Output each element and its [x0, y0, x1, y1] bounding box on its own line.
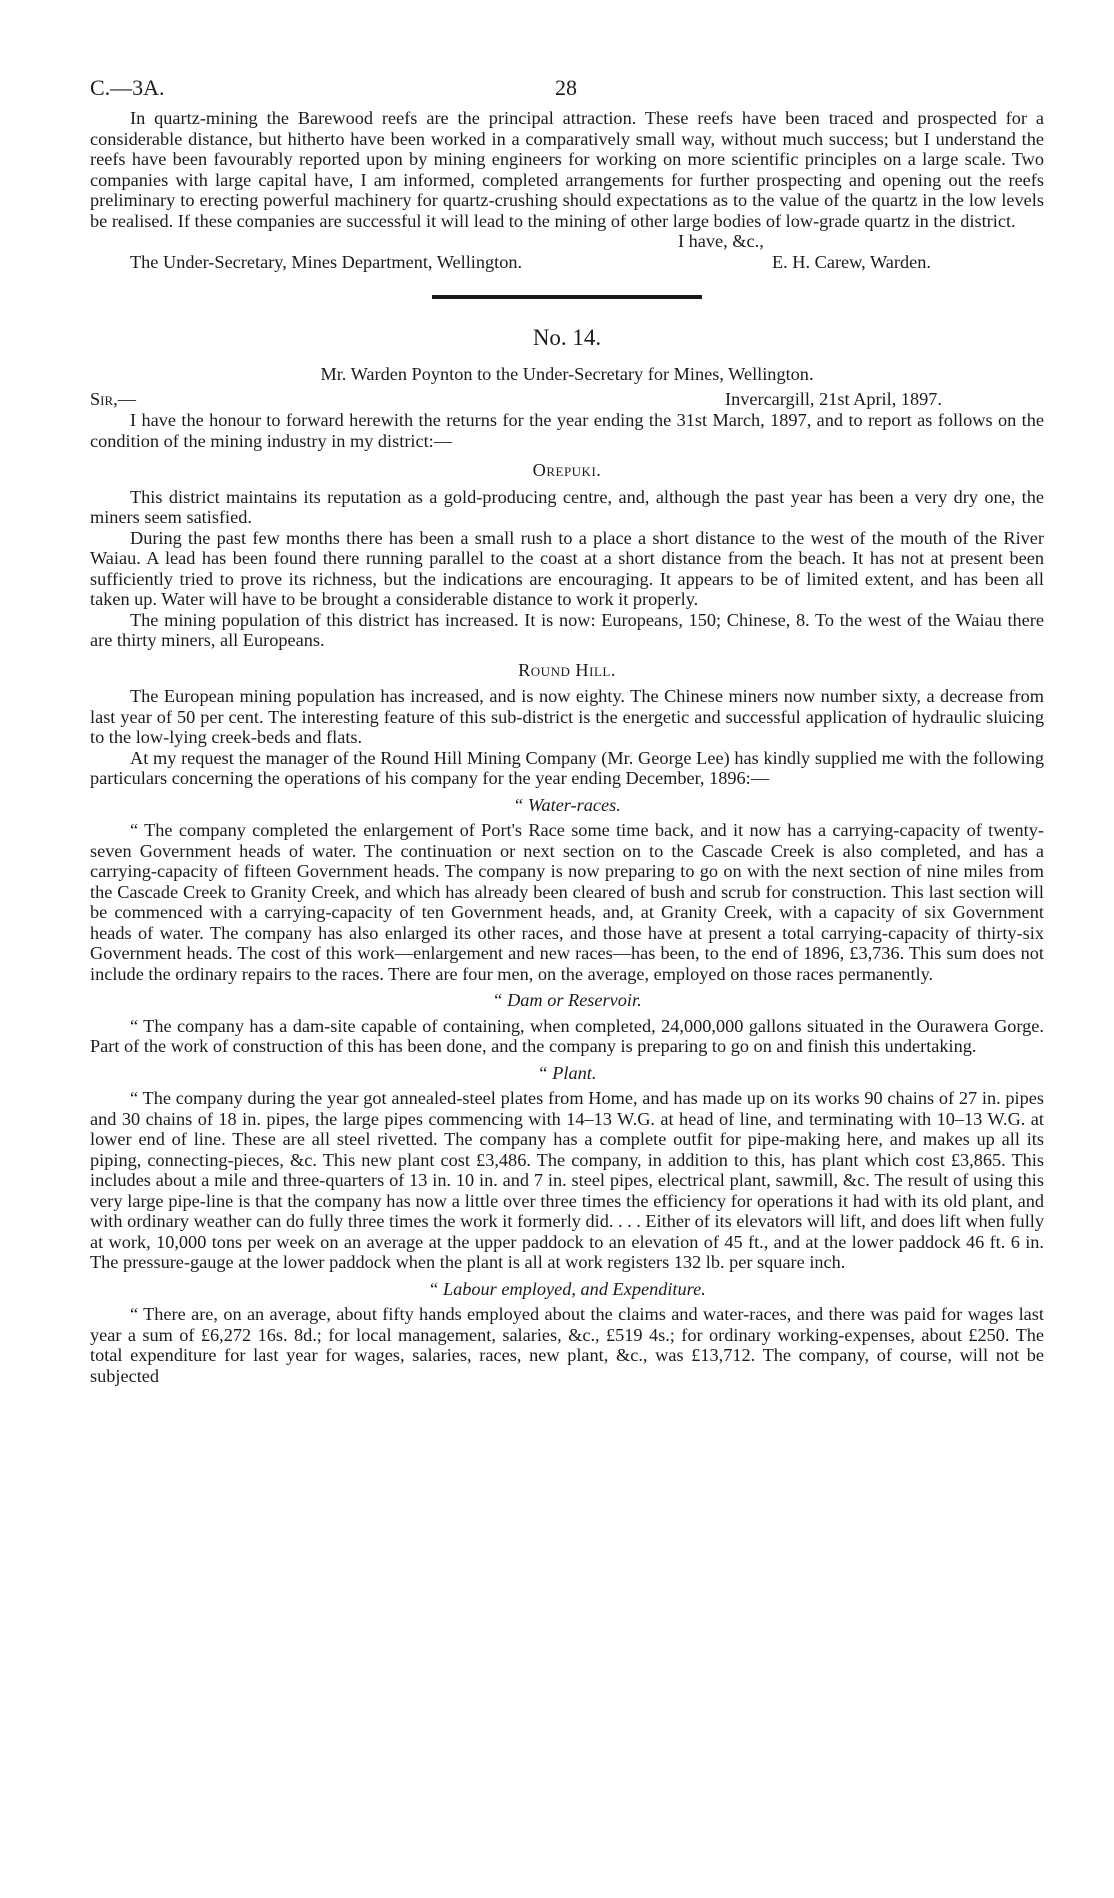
page-number: 28 [555, 75, 577, 100]
addressee-signature-line [90, 252, 1044, 275]
salutation-line [90, 389, 1044, 410]
addressee: The Under-Secretary, Mines Department, Wellington. [130, 252, 523, 272]
subheading-water-races: “ Water-races. [513, 794, 621, 815]
closing-line [90, 231, 1044, 252]
plant-paragraph: “ The company during the year got annealed-steel plates from Home, and has made up on its works 90 chains of 27 in. pipes and 30 chains of 18 in. pipes, the large pipes commencing with 14–13 W.G. at head of line, and terminating with 10–13 W.G. at lower end of line. These are all steel rivetted. The company has a complete outfit for pipe-making here, and makes up all its piping, connecting-pieces, &c. This new plant cost £3,486. The company, in addition to this, has plant which cost £3,865. This includes about a mile and three-quarters of 13 in. 10 in. and 7 in. steel pipes, electrical plant, sawmill, &c. The result of using this very large pipe-line is that the company has now a little over three times the efficiency for operations it had with its old plant, and with ordinary weather can do fully three times the work it formerly did. . . . Either of its elevators will lift, and does lift when fully at work, 10,000 tons per week on an average at the upper paddock to an elevation of 45 ft., and at the lower paddock 46 ft. 6 in. The pressure-gauge at the lower paddock when the plant is all at work registers 132 lb. per square inch. [90, 1088, 1044, 1272]
section-heading-round-hill: Round Hill. [518, 659, 616, 680]
section-heading-orepuki: Orepuki. [532, 460, 602, 480]
orepuki-paragraph: During the past few months there has been a small rush to a place a short distance to the west of the mouth of the River Waiau. A lead has been found there running parallel to the coast at a short distance from the beach. It has not at present been sufficiently tried to prove its richness, but the indications are encouraging. It appears to be of limited extent, and has been all taken up. Water will have to be brought a considerable distance to work it properly. [90, 527, 1044, 609]
closing-text: I have, &c., [678, 231, 764, 251]
page-header [90, 74, 1044, 108]
water-races-paragraph: “ The company completed the enlargement of Port's Race some time back, and it now has a carrying-capacity of twenty-seven Government heads of water. The continuation or next section on to the Cascade Creek is also completed, and has a carrying-capacity of fifteen Government heads. The company is now preparing to go on with the next section of nine miles from the Cascade Creek to Granity Creek, and which has already been cleared of bush and scrub for construction. This last section will be commenced with a carrying-capacity of ten Government heads, and, at Granity Creek, with a capacity of six Government heads of water. The company has also enlarged its other races, and those have at present a total carrying-capacity of thirty-six Government heads. The cost of this work—enlargement and new races—has been, to the end of 1896, £3,736. This sum does not include the ordinary repairs to the races. There are four men, on the average, employed on those races permanently. [90, 820, 1044, 984]
dam-reservoir-paragraph: “ The company has a dam-site capable of containing, when completed, 24,000,000 gallons situated in the Ourawera Gorge. Part of the work of construction of this has been done, and the company is preparing to go on and finish this undertaking. [90, 1015, 1044, 1056]
quartz-mining-paragraph: In quartz-mining the Barewood reefs are the principal attraction. These reefs have been traced and prospected for a considerable distance, but hitherto have been worked in a comparatively small way, without much success; but I understand the reefs have been favourably reported upon by mining engineers for working on more scientific principles on a large scale. Two companies with large capital have, I am informed, completed arrangements for further prospecting and opening out the reefs preliminary to erecting powerful machinery for quartz-crushing should expectations as to the value of the quartz in the low levels be realised. If these companies are successful it will lead to the mining of other large bodies of low-grade quartz in the district. [90, 108, 1044, 231]
round-hill-paragraph: The European mining population has increased, and is now eighty. The Chinese miners now number sixty, a decrease from last year of 50 per cent. The interesting feature of this sub-district is the energetic and successful application of hydraulic sluicing to the low-lying creek-beds and flats. [90, 686, 1044, 747]
document-reference: C.—3A. [90, 75, 165, 100]
warden-signature: E. H. Carew, Warden. [772, 252, 931, 272]
salutation: Sir,— [90, 389, 137, 409]
letter-number: No. 14. [532, 325, 602, 350]
orepuki-paragraph: The mining population of this district has increased. It is now: Europeans, 150; Chinese, 8. To the west of the Waiau there are thirty miners, all Europeans. [90, 609, 1044, 650]
place-date: Invercargill, 21st April, 1897. [725, 389, 942, 409]
letter-title: Mr. Warden Poynton to the Under-Secretary for Mines, Wellington. [320, 364, 814, 384]
labour-expenditure-paragraph: “ There are, on an average, about fifty hands employed about the claims and water-races, and there was paid for wages last year a sum of £6,272 16s. 8d.; for local management, salaries, &c., £519 4s.; for ordinary working-expenses, about £250. The total expenditure for last year for wages, salaries, races, new plant, &c., was £13,712. The company, of course, will not be subjected [90, 1304, 1044, 1386]
subheading-dam-reservoir: “ Dam or Reservoir. [492, 990, 642, 1010]
subheading-plant: “ Plant. [537, 1062, 597, 1083]
section-divider-rule [432, 295, 702, 299]
orepuki-paragraph: This district maintains its reputation as a gold-producing centre, and, although the past year has been a very dry one, the miners seem satisfied. [90, 486, 1044, 527]
round-hill-paragraph: At my request the manager of the Round Hill Mining Company (Mr. George Lee) has kindly supplied me with the following particulars concerning the operations of his company for the year ending December, 1896:— [90, 747, 1044, 788]
letter-intro: I have the honour to forward herewith the returns for the year ending the 31st March, 1897, and to report as follows on the condition of the mining industry in my district:— [90, 410, 1044, 451]
subheading-labour-expenditure: “ Labour employed, and Expenditure. [428, 1278, 706, 1299]
